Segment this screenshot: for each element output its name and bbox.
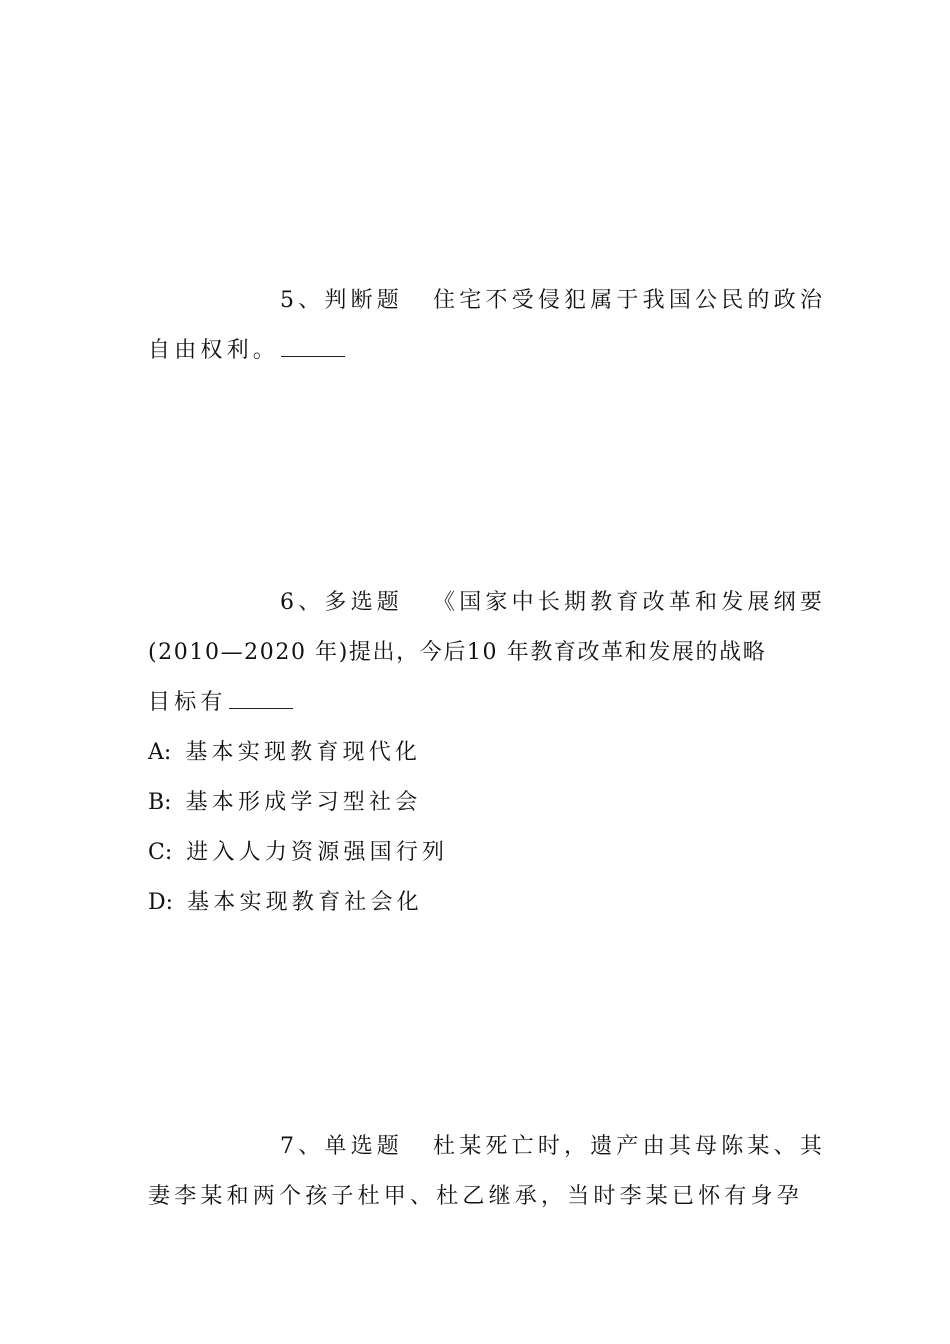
question-text-line [148,326,808,376]
answer-blank [281,334,345,357]
question-text: 妻李某和两个孩子杜甲、杜乙继承，当时李某已怀有身孕 [148,1184,804,1209]
question-text: 住宅不受侵犯属于我国公民的政治 [433,288,827,313]
question-type: 单选题 [324,1134,404,1159]
answer-blank [229,686,293,709]
question-text-line [148,628,808,678]
option-text: 基本实现教育现代化 [185,740,422,765]
question-text: (2010—2020 年)提出，今后10 年教育改革和发展的战略 [148,640,767,665]
question-text: 目标有 [148,690,227,715]
question-text: 杜某死亡时，遗产由其母陈某、其 [433,1134,827,1159]
question-header [148,276,827,326]
option-letter: C: [148,840,173,865]
option-d [148,878,808,928]
question-type: 多选题 [324,590,404,615]
question-6 [148,578,827,928]
option-text: 基本形成学习型社会 [185,790,422,815]
option-c [148,828,808,878]
option-text: 进入人力资源强国行列 [186,840,449,865]
option-letter: B: [148,790,172,815]
option-b [148,778,808,828]
option-text: 基本实现教育社会化 [187,890,423,915]
question-text-line [148,678,808,728]
question-header [148,1122,827,1172]
question-7 [148,1122,827,1222]
question-number: 7、 [280,1134,325,1159]
question-number: 6、 [280,590,325,615]
option-a [148,728,808,778]
question-text-line [148,1172,808,1222]
option-letter: D: [148,890,174,915]
question-number: 5、 [280,288,325,313]
question-type: 判断题 [324,288,404,313]
question-text: 《国家中长期教育改革和发展纲要 [433,590,827,615]
option-letter: A: [148,740,172,765]
question-5 [148,276,827,376]
question-text: 自由权利。 [148,338,280,363]
question-header [148,578,827,628]
